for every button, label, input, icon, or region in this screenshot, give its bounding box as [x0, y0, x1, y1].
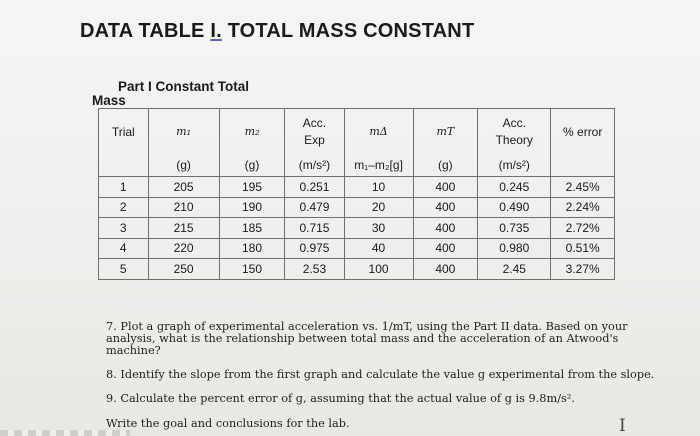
- unit-error: [551, 154, 615, 177]
- table-units-row: [99, 154, 615, 177]
- header-trial: Trial: [99, 109, 149, 155]
- question-9: 9. Calculate the percent error of g, assuming that the actual value of g is 9.8m/s².: [106, 392, 575, 405]
- cell-acc-theory: 2.45: [478, 259, 551, 280]
- cell-acc-theory: 0.490: [478, 197, 551, 218]
- mass-data-table: [98, 108, 615, 280]
- table-row: [99, 238, 615, 259]
- cell-error: 2.72%: [551, 218, 615, 239]
- title-underlined-numeral: I.: [210, 20, 222, 42]
- table-row: [99, 218, 615, 239]
- cell-acc-theory: 0.245: [478, 177, 551, 198]
- data-table-title: DATA TABLE I. TOTAL MASS CONSTANT: [80, 20, 475, 42]
- header-acc-theory: Acc. Theory: [478, 109, 551, 155]
- unit-mass-diff: m₁–m₂[g]: [344, 154, 413, 177]
- cell-acc-exp: 0.975: [285, 238, 344, 259]
- question-10: Write the goal and conclusions for the lab.: [106, 417, 350, 430]
- question-7-line2: analysis, what is the relationship between total mass and the acceleration of an Atwood's: [106, 332, 619, 345]
- cell-error: 3.27%: [551, 259, 615, 280]
- table-row: [99, 177, 615, 198]
- cell-mass-diff: 20: [344, 197, 413, 218]
- cell-total-mass: 400: [413, 238, 478, 259]
- unit-total-mass: (g): [413, 154, 478, 177]
- cell-acc-theory: 0.980: [478, 238, 551, 259]
- cell-m2: 185: [219, 218, 285, 239]
- part-heading-line1: Part I Constant Total: [118, 79, 250, 94]
- cell-trial: 5: [99, 259, 149, 280]
- header-total-mass: mT: [413, 109, 478, 155]
- table-row: [99, 197, 615, 218]
- text-cursor-icon: I: [619, 416, 626, 436]
- header-percent-error: % error: [551, 109, 615, 155]
- cell-total-mass: 400: [413, 218, 478, 239]
- question-7-line1: 7. Plot a graph of experimental acceleration vs. 1/mT, using the Part II data. Based on your: [106, 320, 628, 333]
- question-7-line3: machine?: [106, 344, 161, 357]
- header-mass-diff: mΔ: [344, 109, 413, 155]
- unit-trial: [99, 154, 149, 177]
- cell-acc-exp: 0.715: [285, 218, 344, 239]
- unit-m2: (g): [219, 154, 285, 177]
- cell-trial: 1: [99, 177, 149, 198]
- unit-acc-exp: (m/s²): [285, 154, 344, 177]
- cell-error: 2.24%: [551, 197, 615, 218]
- cell-m1: 250: [148, 259, 219, 280]
- table-header-row: [99, 109, 615, 155]
- cell-mass-diff: 30: [344, 218, 413, 239]
- cell-m2: 190: [219, 197, 285, 218]
- unit-acc-theory: (m/s²): [478, 154, 551, 177]
- unit-m1: (g): [148, 154, 219, 177]
- question-8: 8. Identify the slope from the first graph and calculate the value g experimental from the slope.: [106, 368, 655, 381]
- cell-m1: 205: [148, 177, 219, 198]
- cell-error: 0.51%: [551, 238, 615, 259]
- cell-m2: 180: [219, 238, 285, 259]
- cell-m1: 220: [148, 238, 219, 259]
- cell-trial: 3: [99, 218, 149, 239]
- cell-mass-diff: 100: [344, 259, 413, 280]
- cell-trial: 4: [99, 238, 149, 259]
- cell-acc-theory: 0.735: [478, 218, 551, 239]
- cell-m2: 195: [219, 177, 285, 198]
- cell-total-mass: 400: [413, 177, 478, 198]
- bottom-edge-strip: [0, 430, 130, 436]
- cell-m1: 210: [148, 197, 219, 218]
- cell-total-mass: 400: [413, 197, 478, 218]
- header-m2: m₂: [219, 109, 285, 155]
- cell-mass-diff: 10: [344, 177, 413, 198]
- header-m1: m₁: [148, 109, 219, 155]
- data-table-container: [98, 108, 618, 278]
- header-acc-exp: Acc. Exp: [285, 109, 344, 155]
- cell-m1: 215: [148, 218, 219, 239]
- cell-trial: 2: [99, 197, 149, 218]
- cell-acc-exp: 0.479: [285, 197, 344, 218]
- cell-m2: 150: [219, 259, 285, 280]
- table-row: [99, 259, 615, 280]
- cell-acc-exp: 0.251: [285, 177, 344, 198]
- part-heading-line2: Mass: [92, 93, 126, 108]
- cell-acc-exp: 2.53: [285, 259, 344, 280]
- cell-total-mass: 400: [413, 259, 478, 280]
- cell-mass-diff: 40: [344, 238, 413, 259]
- cell-error: 2.45%: [551, 177, 615, 198]
